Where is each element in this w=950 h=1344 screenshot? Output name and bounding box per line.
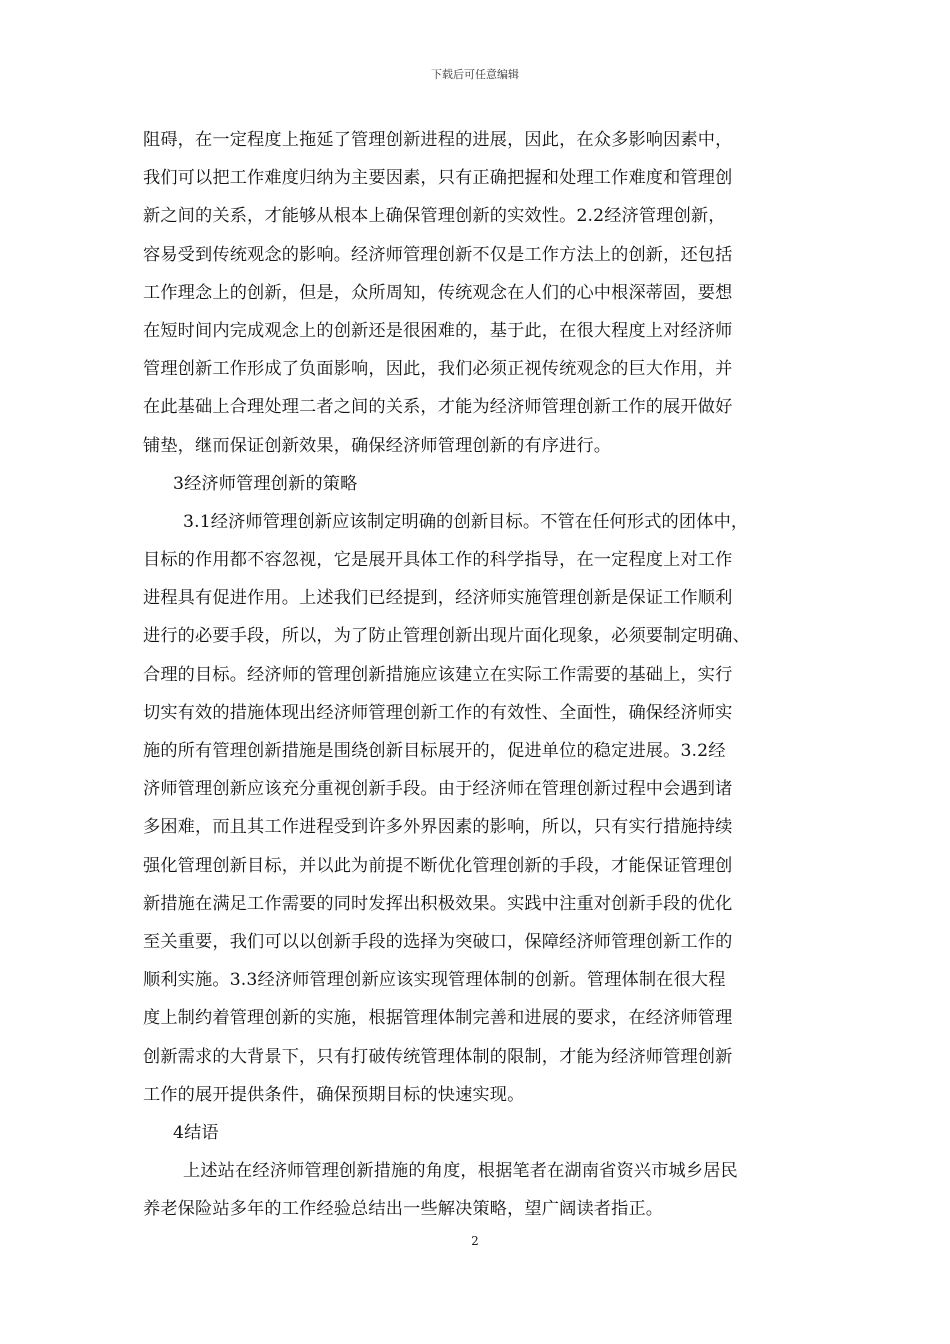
paragraph-line: 养老保险站多年的工作经验总结出一些解决策略，望广阔读者指正。	[143, 1199, 664, 1220]
document-body	[143, 121, 813, 1228]
paragraph-line: 在短时间内完成观念上的创新还是很困难的，基于此，在很大程度上对经济师	[143, 320, 733, 341]
paragraph-line: 合理的目标。经济师的管理创新措施应该建立在实际工作需要的基础上，实行	[143, 664, 733, 685]
section-heading: 3经济师管理创新的策略	[173, 473, 358, 494]
paragraph-line: 容易受到传统观念的影响。经济师管理创新不仅是工作方法上的创新，还包括	[143, 244, 733, 265]
paragraph-line: 上述站在经济师管理创新措施的角度，根据笔者在湖南省资兴市城乡居民	[183, 1161, 738, 1182]
paragraph-line: 创新需求的大背景下，只有打破传统管理体制的限制，才能为经济师管理创新	[143, 1046, 733, 1067]
paragraph-line: 顺利实施。3.3经济师管理创新应该实现管理体制的创新。管理体制在很大程	[143, 970, 726, 991]
paragraph-line: 至关重要，我们可以以创新手段的选择为突破口，保障经济师管理创新工作的	[143, 931, 733, 952]
paragraph-line: 工作的展开提供条件，确保预期目标的快速实现。	[143, 1084, 525, 1105]
paragraph-line: 多困难，而且其工作进程受到许多外界因素的影响，所以，只有实行措施持续	[143, 817, 733, 838]
paragraph-line: 目标的作用都不容忽视，它是展开具体工作的科学指导，在一定程度上对工作	[143, 550, 733, 571]
paragraph-line: 进行的必要手段，所以，为了防止管理创新出现片面化现象，必须要制定明确、	[143, 626, 750, 647]
paragraph-line: 我们可以把工作难度归纳为主要因素，只有正确把握和处理工作难度和管理创	[143, 168, 733, 189]
section-heading: 4结语	[173, 1122, 219, 1143]
paragraph-line: 济师管理创新应该充分重视创新手段。由于经济师在管理创新过程中会遇到诸	[143, 779, 733, 800]
paragraph-line: 阻碍，在一定程度上拖延了管理创新进程的进展，因此，在众多影响因素中，	[143, 130, 733, 150]
paragraph-line: 切实有效的措施体现出经济师管理创新工作的有效性、全面性，确保经济师实	[143, 702, 733, 723]
paragraph-line: 在此基础上合理处理二者之间的关系，才能为经济师管理创新工作的展开做好	[143, 397, 733, 418]
page-number: 2	[471, 1234, 479, 1248]
paragraph-line: 施的所有管理创新措施是围绕创新目标展开的，促进单位的稳定进展。3.2经	[143, 741, 726, 761]
paragraph-line: 3.1经济师管理创新应该制定明确的创新目标。不管在任何形式的团体中，	[183, 511, 749, 532]
paragraph-line: 铺垫，继而保证创新效果，确保经济师管理创新的有序进行。	[143, 435, 612, 456]
paragraph-line: 进程具有促进作用。上述我们已经提到，经济师实施管理创新是保证工作顺利	[143, 588, 733, 609]
paragraph-line: 度上制约着管理创新的实施，根据管理体制完善和进展的要求，在经济师管理	[143, 1008, 733, 1029]
page-header: 下载后可任意编辑	[431, 68, 519, 81]
paragraph-line: 新之间的关系，才能够从根本上确保管理创新的实效性。2.2经济管理创新，	[143, 206, 726, 227]
paragraph-line: 工作理念上的创新，但是，众所周知，传统观念在人们的心中根深蒂固，要想	[143, 282, 733, 303]
paragraph-line: 新措施在满足工作需要的同时发挥出积极效果。实践中注重对创新手段的优化	[143, 893, 733, 914]
paragraph-line: 管理创新工作形成了负面影响，因此，我们必须正视传统观念的巨大作用，并	[143, 359, 733, 380]
paragraph-line: 强化管理创新目标，并以此为前提不断优化管理创新的手段，才能保证管理创	[143, 855, 733, 876]
